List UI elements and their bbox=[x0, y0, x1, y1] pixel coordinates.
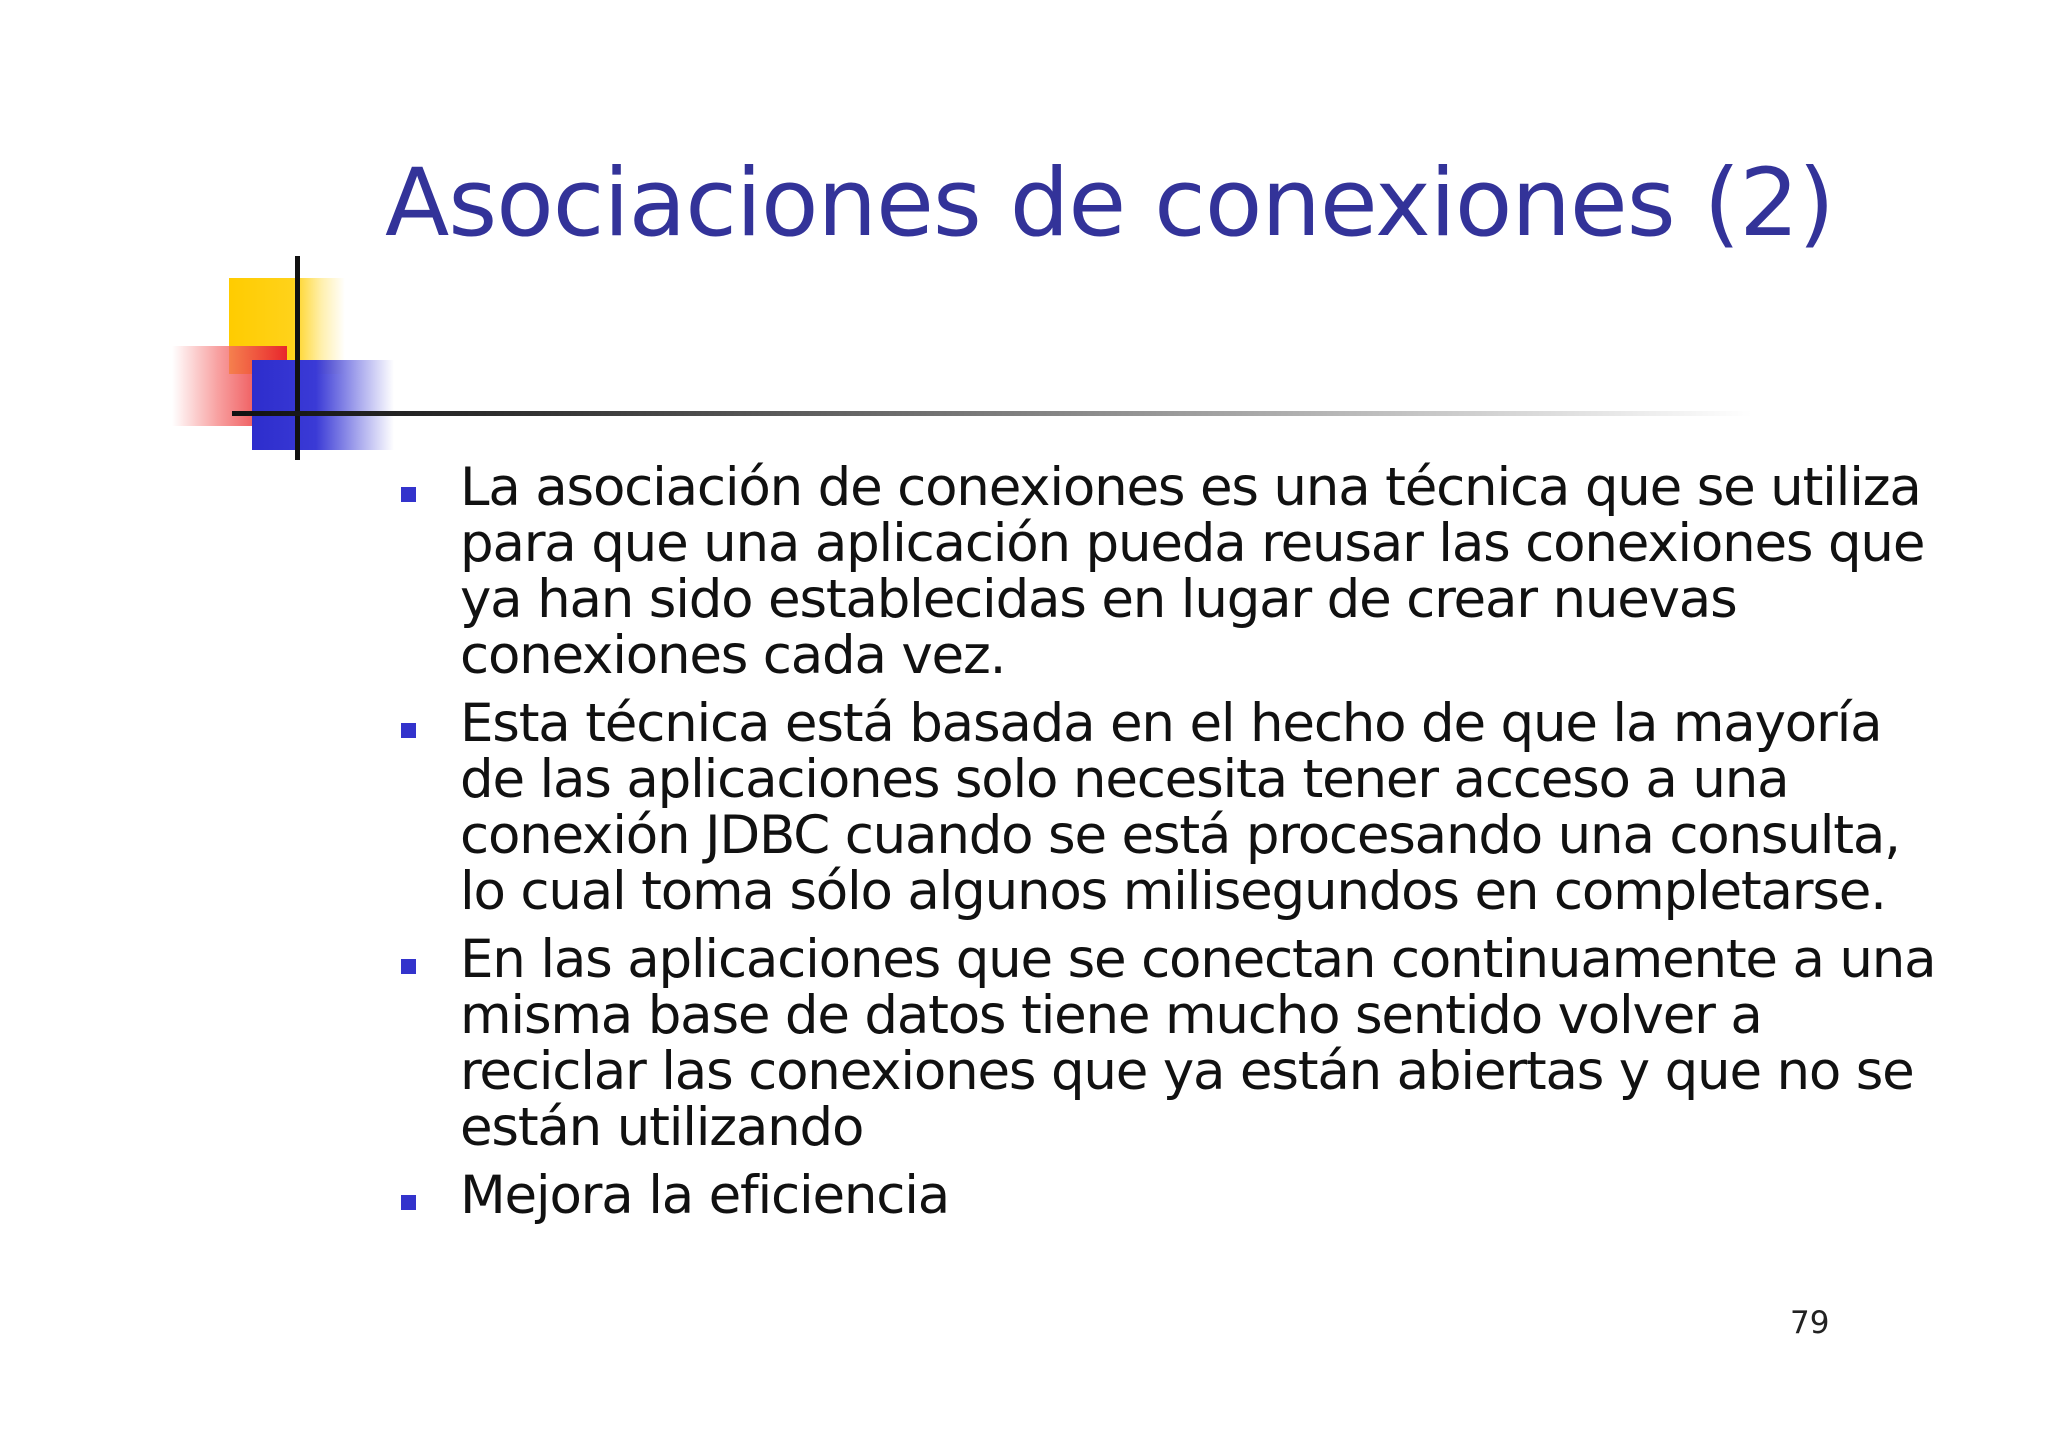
square-bullet-icon bbox=[401, 959, 416, 974]
square-bullet-icon bbox=[401, 487, 416, 502]
bullet-item bbox=[395, 457, 1955, 686]
decorative-blue-square bbox=[252, 360, 394, 450]
bullet-text: Esta técnica está basada en el hecho de que la mayoría de las aplicaciones solo necesita tener acceso a una conexión JDBC cuando se está procesando una consulta, lo cual toma sólo algunos milisegundos en completarse. bbox=[460, 693, 1900, 922]
page-number: 79 bbox=[1790, 1305, 1830, 1341]
bullet-text: Mejora la eficiencia bbox=[460, 1165, 950, 1226]
bullet-text: En las aplicaciones que se conectan continuamente a una misma base de datos tiene mucho sentido volver a reciclar las conexiones que ya están abiertas y que no se están utilizando bbox=[460, 929, 1936, 1158]
bullet-item bbox=[395, 693, 1955, 922]
bullet-text: La asociación de conexiones es una técnica que se utiliza para que una aplicación pueda reusar las conexiones que ya han sido establecidas en lugar de crear nuevas conexiones cada vez. bbox=[460, 457, 1925, 686]
bullet-list bbox=[395, 457, 1955, 1236]
square-bullet-icon bbox=[401, 723, 416, 738]
square-bullet-icon bbox=[401, 1195, 416, 1210]
decorative-vertical-line bbox=[295, 256, 300, 460]
slide-title: Asociaciones de conexiones (2) bbox=[385, 149, 1834, 258]
bullet-item bbox=[395, 929, 1955, 1158]
bullet-item bbox=[395, 1165, 1955, 1226]
title-underline bbox=[232, 411, 1752, 416]
